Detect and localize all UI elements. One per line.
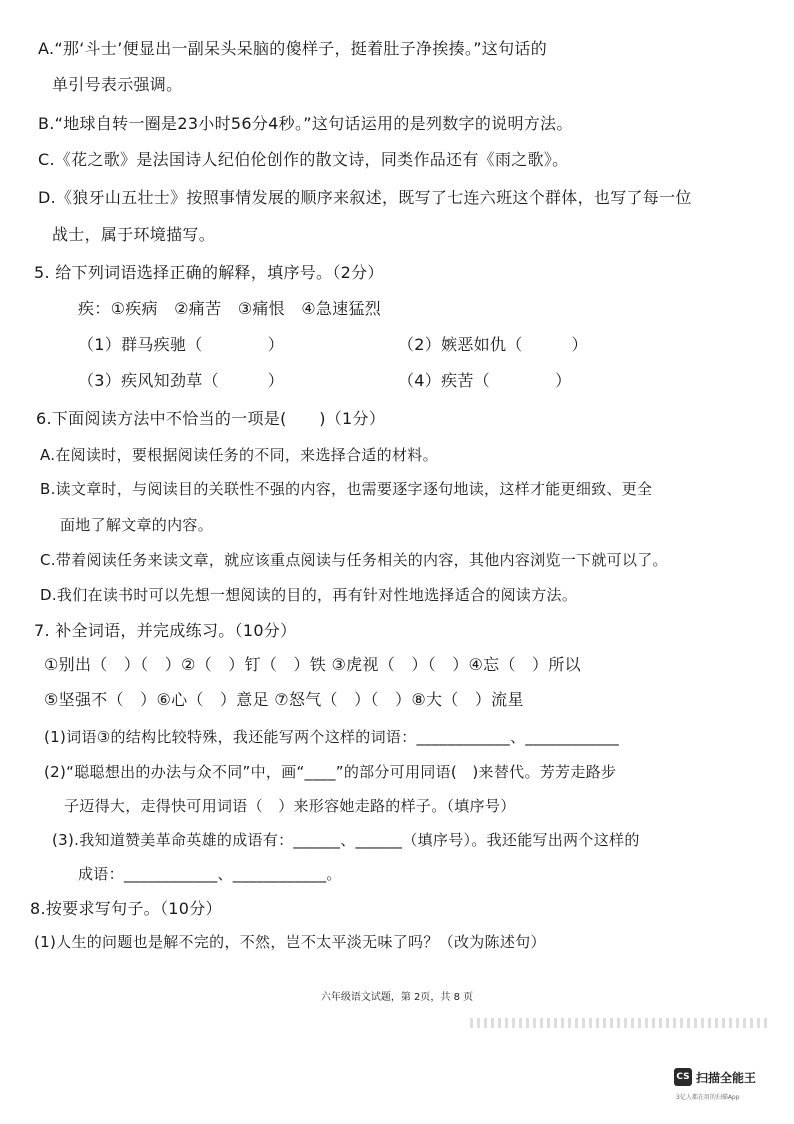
question-7-words-row2: ⑤坚强不（ ）⑥心（ ）意足 ⑦怒气（ ）（ ）⑧大（ ）流星 (44, 690, 524, 709)
question-5-item1: （1）群马疾驰（ ） (78, 335, 285, 354)
question-6-option-b-line2: 面地了解文章的内容。 (60, 516, 214, 534)
camscanner-tagline: 3亿人都在用的扫描App (676, 1094, 740, 1101)
option-a-line1: A.“那‘斗士’便显出一副呆头呆脑的傻样子，挺着肚子净挨揍。”这句话的 (38, 39, 548, 58)
question-5-title: 5. 给下列词语选择正确的解释，填序号。（2分） (34, 263, 384, 282)
question-7-sub3-line1: (3).我知道赞美革命英雄的成语有：______、______（填序号）。我还能写出两个这样的 (52, 831, 640, 849)
question-6-option-a: A.在阅读时，要根据阅读任务的不同，来选择合适的材料。 (40, 446, 438, 464)
camscanner-watermark (674, 1068, 756, 1086)
question-6-option-d: D.我们在读书时可以先想一想阅读的目的，再有针对性地选择适合的阅读方法。 (40, 586, 578, 604)
option-a-line2: 单引号表示强调。 (52, 75, 183, 94)
page-footer: 六年级语文试题，第 2页，共 8 页 (320, 992, 474, 1003)
question-6-option-c: C.带着阅读任务来读文章，就应该重点阅读与任务相关的内容，其他内容浏览一下就可以了。 (40, 551, 668, 569)
question-8-sub1: (1)人生的问题也是解不完的，不然，岂不太平淡无味了吗？（改为陈述句） (34, 933, 546, 951)
question-7-sub1: (1)词语③的结构比较特殊，我还能写两个这样的词语：____________、____________ (44, 728, 619, 746)
question-6-option-b-line1: B.读文章时，与阅读目的关联性不强的内容，也需要逐字逐句地读，这样才能更细致、更全 (40, 480, 653, 498)
question-7-title: 7. 补全词语，并完成练习。（10分） (34, 621, 297, 640)
option-b: B.“地球自转一圈是23小时56分4秒。”这句话运用的是列数字的说明方法。 (38, 114, 573, 133)
camscanner-logo-icon: CS (674, 1068, 692, 1086)
question-5-item3: （3）疾风知劲草（ ） (78, 371, 285, 390)
option-d-line1: D.《狼牙山五壮士》按照事情发展的顺序来叙述，既写了七连六班这个群体，也写了每一位 (38, 188, 692, 207)
question-7-sub2-line2: 子迈得大，走得快可用词语（ ）来形容她走路的样子。（填序号） (64, 797, 516, 815)
option-c: C.《花之歌》是法国诗人纪伯伦创作的散文诗，同类作品还有《雨之歌》。 (38, 150, 569, 169)
camscanner-name: 扫描全能王 (696, 1070, 757, 1085)
option-d-line2: 战士，属于环境描写。 (52, 225, 216, 244)
question-7-sub3-line2: 成语：____________、____________。 (78, 865, 342, 883)
question-8-title: 8.按要求写句子。（10分） (30, 899, 222, 918)
question-7-sub2-line1: (2)“聪聪想出的办法与众不同”中，画“____”的部分可用同语( )来替代。芳芳走路步 (44, 763, 617, 781)
question-5-definitions: 疾：①疾病 ②痛苦 ③痛恨 ④急速猛烈 (78, 299, 382, 318)
scan-artifact (470, 1018, 770, 1028)
question-5-item2: （2）嫉恶如仇（ ） (398, 335, 588, 354)
question-6-title: 6.下面阅读方法中不恰当的一项是( )（1分） (36, 409, 386, 428)
question-5-item4: （4）疾苦（ ） (398, 371, 572, 390)
question-7-words-row1: ①别出（ ）（ ）②（ ）钉（ ）铁 ③虎视（ ）（ ）④忘（ ）所以 (44, 655, 581, 674)
